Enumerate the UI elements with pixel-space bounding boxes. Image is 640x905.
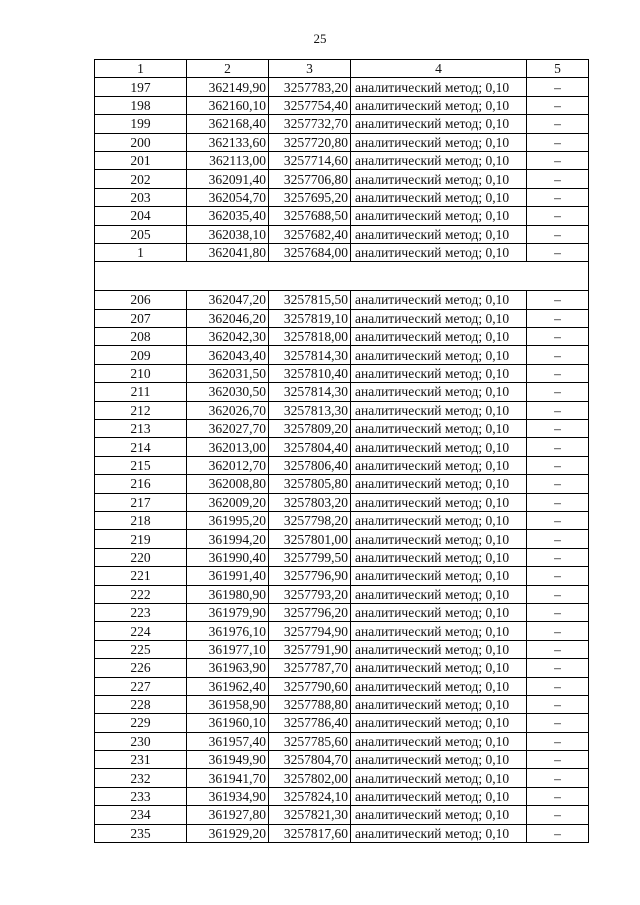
y-coordinate-cell: 3257793,20 — [269, 585, 351, 603]
y-coordinate-cell: 3257786,40 — [269, 714, 351, 732]
y-coordinate-cell: 3257785,60 — [269, 732, 351, 750]
point-number-cell: 219 — [95, 530, 187, 548]
x-coordinate-cell: 361979,90 — [187, 603, 269, 621]
note-cell: – — [527, 787, 589, 805]
note-cell: – — [527, 115, 589, 133]
note-cell: – — [527, 309, 589, 327]
note-cell: – — [527, 659, 589, 677]
method-cell: аналитический метод; 0,10 — [351, 78, 527, 96]
y-coordinate-cell: 3257802,00 — [269, 769, 351, 787]
point-number-cell: 200 — [95, 133, 187, 151]
y-coordinate-cell: 3257798,20 — [269, 511, 351, 529]
method-cell: аналитический метод; 0,10 — [351, 420, 527, 438]
x-coordinate-cell: 362046,20 — [187, 309, 269, 327]
x-coordinate-cell: 362043,40 — [187, 346, 269, 364]
y-coordinate-cell: 3257732,70 — [269, 115, 351, 133]
method-cell: аналитический метод; 0,10 — [351, 622, 527, 640]
note-cell: – — [527, 732, 589, 750]
table-row — [95, 438, 589, 456]
table-row — [95, 207, 589, 225]
note-cell: – — [527, 456, 589, 474]
x-coordinate-cell: 362012,70 — [187, 456, 269, 474]
y-coordinate-cell: 3257788,80 — [269, 695, 351, 713]
x-coordinate-cell: 361963,90 — [187, 659, 269, 677]
method-cell: аналитический метод; 0,10 — [351, 207, 527, 225]
table-row — [95, 420, 589, 438]
note-cell: – — [527, 401, 589, 419]
method-cell: аналитический метод; 0,10 — [351, 291, 527, 309]
column-header-2: 2 — [187, 60, 269, 78]
table-row — [95, 677, 589, 695]
method-cell: аналитический метод; 0,10 — [351, 243, 527, 261]
note-cell: – — [527, 291, 589, 309]
note-cell: – — [527, 603, 589, 621]
note-cell: – — [527, 622, 589, 640]
note-cell: – — [527, 188, 589, 206]
table-row — [95, 585, 589, 603]
method-cell: аналитический метод; 0,10 — [351, 640, 527, 658]
point-number-cell: 229 — [95, 714, 187, 732]
x-coordinate-cell: 362041,80 — [187, 243, 269, 261]
note-cell: – — [527, 695, 589, 713]
method-cell: аналитический метод; 0,10 — [351, 346, 527, 364]
point-number-cell: 234 — [95, 806, 187, 824]
point-number-cell: 224 — [95, 622, 187, 640]
table-row — [95, 603, 589, 621]
y-coordinate-cell: 3257794,90 — [269, 622, 351, 640]
point-number-cell: 1 — [95, 243, 187, 261]
x-coordinate-cell: 362026,70 — [187, 401, 269, 419]
y-coordinate-cell: 3257817,60 — [269, 824, 351, 842]
note-cell: – — [527, 567, 589, 585]
point-number-cell: 231 — [95, 751, 187, 769]
table-row — [95, 225, 589, 243]
note-cell: – — [527, 530, 589, 548]
y-coordinate-cell: 3257790,60 — [269, 677, 351, 695]
section-separator-row — [95, 262, 589, 291]
point-number-cell: 202 — [95, 170, 187, 188]
x-coordinate-cell: 361990,40 — [187, 548, 269, 566]
y-coordinate-cell: 3257783,20 — [269, 78, 351, 96]
point-number-cell: 220 — [95, 548, 187, 566]
table-row — [95, 806, 589, 824]
y-coordinate-cell: 3257810,40 — [269, 364, 351, 382]
point-number-cell: 209 — [95, 346, 187, 364]
note-cell: – — [527, 493, 589, 511]
column-header-3: 3 — [269, 60, 351, 78]
table-row — [95, 364, 589, 382]
x-coordinate-cell: 362054,70 — [187, 188, 269, 206]
y-coordinate-cell: 3257821,30 — [269, 806, 351, 824]
y-coordinate-cell: 3257682,40 — [269, 225, 351, 243]
table-row — [95, 622, 589, 640]
y-coordinate-cell: 3257688,50 — [269, 207, 351, 225]
y-coordinate-cell: 3257819,10 — [269, 309, 351, 327]
method-cell: аналитический метод; 0,10 — [351, 714, 527, 732]
method-cell: аналитический метод; 0,10 — [351, 383, 527, 401]
point-number-cell: 217 — [95, 493, 187, 511]
table-row — [95, 383, 589, 401]
method-cell: аналитический метод; 0,10 — [351, 511, 527, 529]
table-row — [95, 475, 589, 493]
y-coordinate-cell: 3257791,90 — [269, 640, 351, 658]
method-cell: аналитический метод; 0,10 — [351, 364, 527, 382]
point-number-cell: 235 — [95, 824, 187, 842]
table-row — [95, 115, 589, 133]
table-row — [95, 732, 589, 750]
method-cell: аналитический метод; 0,10 — [351, 188, 527, 206]
note-cell: – — [527, 420, 589, 438]
table-row — [95, 309, 589, 327]
point-number-cell: 221 — [95, 567, 187, 585]
point-number-cell: 225 — [95, 640, 187, 658]
table-row — [95, 567, 589, 585]
note-cell: – — [527, 438, 589, 456]
x-coordinate-cell: 361995,20 — [187, 511, 269, 529]
method-cell: аналитический метод; 0,10 — [351, 456, 527, 474]
y-coordinate-cell: 3257809,20 — [269, 420, 351, 438]
method-cell: аналитический метод; 0,10 — [351, 659, 527, 677]
point-number-cell: 227 — [95, 677, 187, 695]
note-cell: – — [527, 346, 589, 364]
column-header-5: 5 — [527, 60, 589, 78]
x-coordinate-cell: 361927,80 — [187, 806, 269, 824]
y-coordinate-cell: 3257813,30 — [269, 401, 351, 419]
x-coordinate-cell: 362027,70 — [187, 420, 269, 438]
method-cell: аналитический метод; 0,10 — [351, 824, 527, 842]
method-cell: аналитический метод; 0,10 — [351, 751, 527, 769]
x-coordinate-cell: 361949,90 — [187, 751, 269, 769]
page-number: 25 — [313, 31, 327, 46]
table-row — [95, 401, 589, 419]
x-coordinate-cell: 361994,20 — [187, 530, 269, 548]
table-header-row — [95, 60, 589, 78]
note-cell: – — [527, 243, 589, 261]
table-row — [95, 151, 589, 169]
x-coordinate-cell: 362113,00 — [187, 151, 269, 169]
point-number-cell: 198 — [95, 96, 187, 114]
method-cell: аналитический метод; 0,10 — [351, 585, 527, 603]
note-cell: – — [527, 207, 589, 225]
note-cell: – — [527, 677, 589, 695]
x-coordinate-cell: 361934,90 — [187, 787, 269, 805]
method-cell: аналитический метод; 0,10 — [351, 769, 527, 787]
table-row — [95, 243, 589, 261]
x-coordinate-cell: 361941,70 — [187, 769, 269, 787]
coordinates-table — [94, 59, 589, 843]
point-number-cell: 215 — [95, 456, 187, 474]
table-row — [95, 456, 589, 474]
point-number-cell: 205 — [95, 225, 187, 243]
table-row — [95, 78, 589, 96]
method-cell: аналитический метод; 0,10 — [351, 401, 527, 419]
table-row — [95, 548, 589, 566]
note-cell: – — [527, 806, 589, 824]
table-row — [95, 328, 589, 346]
method-cell: аналитический метод; 0,10 — [351, 603, 527, 621]
x-coordinate-cell: 362168,40 — [187, 115, 269, 133]
x-coordinate-cell: 361958,90 — [187, 695, 269, 713]
table-row — [95, 751, 589, 769]
y-coordinate-cell: 3257814,30 — [269, 383, 351, 401]
note-cell: – — [527, 364, 589, 382]
table-row — [95, 170, 589, 188]
x-coordinate-cell: 361976,10 — [187, 622, 269, 640]
y-coordinate-cell: 3257796,90 — [269, 567, 351, 585]
note-cell: – — [527, 714, 589, 732]
y-coordinate-cell: 3257714,60 — [269, 151, 351, 169]
table-row — [95, 96, 589, 114]
x-coordinate-cell: 362038,10 — [187, 225, 269, 243]
point-number-cell: 230 — [95, 732, 187, 750]
table-row — [95, 695, 589, 713]
y-coordinate-cell: 3257801,00 — [269, 530, 351, 548]
point-number-cell: 213 — [95, 420, 187, 438]
table-row — [95, 133, 589, 151]
x-coordinate-cell: 362008,80 — [187, 475, 269, 493]
table-row — [95, 824, 589, 842]
x-coordinate-cell: 362013,00 — [187, 438, 269, 456]
note-cell: – — [527, 96, 589, 114]
point-number-cell: 222 — [95, 585, 187, 603]
point-number-cell: 207 — [95, 309, 187, 327]
note-cell: – — [527, 151, 589, 169]
table-row — [95, 511, 589, 529]
point-number-cell: 203 — [95, 188, 187, 206]
y-coordinate-cell: 3257706,80 — [269, 170, 351, 188]
note-cell: – — [527, 78, 589, 96]
note-cell: – — [527, 824, 589, 842]
point-number-cell: 201 — [95, 151, 187, 169]
y-coordinate-cell: 3257814,30 — [269, 346, 351, 364]
method-cell: аналитический метод; 0,10 — [351, 787, 527, 805]
table-row — [95, 291, 589, 309]
method-cell: аналитический метод; 0,10 — [351, 225, 527, 243]
y-coordinate-cell: 3257695,20 — [269, 188, 351, 206]
point-number-cell: 206 — [95, 291, 187, 309]
point-number-cell: 208 — [95, 328, 187, 346]
note-cell: – — [527, 383, 589, 401]
point-number-cell: 218 — [95, 511, 187, 529]
table-row — [95, 188, 589, 206]
table-row — [95, 769, 589, 787]
method-cell: аналитический метод; 0,10 — [351, 732, 527, 750]
y-coordinate-cell: 3257805,80 — [269, 475, 351, 493]
note-cell: – — [527, 475, 589, 493]
y-coordinate-cell: 3257684,00 — [269, 243, 351, 261]
x-coordinate-cell: 361960,10 — [187, 714, 269, 732]
table-row — [95, 493, 589, 511]
y-coordinate-cell: 3257720,80 — [269, 133, 351, 151]
note-cell: – — [527, 511, 589, 529]
separator-cell — [95, 262, 589, 291]
x-coordinate-cell: 362035,40 — [187, 207, 269, 225]
method-cell: аналитический метод; 0,10 — [351, 328, 527, 346]
note-cell: – — [527, 769, 589, 787]
y-coordinate-cell: 3257796,20 — [269, 603, 351, 621]
x-coordinate-cell: 362091,40 — [187, 170, 269, 188]
point-number-cell: 223 — [95, 603, 187, 621]
y-coordinate-cell: 3257818,00 — [269, 328, 351, 346]
y-coordinate-cell: 3257754,40 — [269, 96, 351, 114]
method-cell: аналитический метод; 0,10 — [351, 309, 527, 327]
point-number-cell: 197 — [95, 78, 187, 96]
x-coordinate-cell: 362160,10 — [187, 96, 269, 114]
method-cell: аналитический метод; 0,10 — [351, 677, 527, 695]
note-cell: – — [527, 548, 589, 566]
point-number-cell: 232 — [95, 769, 187, 787]
method-cell: аналитический метод; 0,10 — [351, 170, 527, 188]
y-coordinate-cell: 3257804,40 — [269, 438, 351, 456]
table-row — [95, 659, 589, 677]
method-cell: аналитический метод; 0,10 — [351, 695, 527, 713]
coordinates-table-body — [95, 60, 589, 843]
method-cell: аналитический метод; 0,10 — [351, 96, 527, 114]
y-coordinate-cell: 3257799,50 — [269, 548, 351, 566]
x-coordinate-cell: 362149,90 — [187, 78, 269, 96]
x-coordinate-cell: 362031,50 — [187, 364, 269, 382]
table-row — [95, 714, 589, 732]
x-coordinate-cell: 361977,10 — [187, 640, 269, 658]
note-cell: – — [527, 585, 589, 603]
point-number-cell: 212 — [95, 401, 187, 419]
x-coordinate-cell: 361929,20 — [187, 824, 269, 842]
method-cell: аналитический метод; 0,10 — [351, 806, 527, 824]
point-number-cell: 216 — [95, 475, 187, 493]
x-coordinate-cell: 361962,40 — [187, 677, 269, 695]
y-coordinate-cell: 3257804,70 — [269, 751, 351, 769]
y-coordinate-cell: 3257803,20 — [269, 493, 351, 511]
note-cell: – — [527, 751, 589, 769]
point-number-cell: 211 — [95, 383, 187, 401]
point-number-cell: 226 — [95, 659, 187, 677]
y-coordinate-cell: 3257806,40 — [269, 456, 351, 474]
point-number-cell: 210 — [95, 364, 187, 382]
note-cell: – — [527, 170, 589, 188]
method-cell: аналитический метод; 0,10 — [351, 438, 527, 456]
x-coordinate-cell: 361957,40 — [187, 732, 269, 750]
note-cell: – — [527, 225, 589, 243]
method-cell: аналитический метод; 0,10 — [351, 475, 527, 493]
table-row — [95, 787, 589, 805]
point-number-cell: 214 — [95, 438, 187, 456]
method-cell: аналитический метод; 0,10 — [351, 115, 527, 133]
point-number-cell: 204 — [95, 207, 187, 225]
note-cell: – — [527, 133, 589, 151]
method-cell: аналитический метод; 0,10 — [351, 151, 527, 169]
method-cell: аналитический метод; 0,10 — [351, 548, 527, 566]
method-cell: аналитический метод; 0,10 — [351, 530, 527, 548]
y-coordinate-cell: 3257787,70 — [269, 659, 351, 677]
x-coordinate-cell: 362133,60 — [187, 133, 269, 151]
x-coordinate-cell: 361980,90 — [187, 585, 269, 603]
table-row — [95, 346, 589, 364]
table-row — [95, 530, 589, 548]
x-coordinate-cell: 362047,20 — [187, 291, 269, 309]
note-cell: – — [527, 328, 589, 346]
x-coordinate-cell: 362009,20 — [187, 493, 269, 511]
x-coordinate-cell: 362030,50 — [187, 383, 269, 401]
point-number-cell: 228 — [95, 695, 187, 713]
y-coordinate-cell: 3257824,10 — [269, 787, 351, 805]
point-number-cell: 233 — [95, 787, 187, 805]
column-header-1: 1 — [95, 60, 187, 78]
method-cell: аналитический метод; 0,10 — [351, 567, 527, 585]
note-cell: – — [527, 640, 589, 658]
x-coordinate-cell: 361991,40 — [187, 567, 269, 585]
x-coordinate-cell: 362042,30 — [187, 328, 269, 346]
table-row — [95, 640, 589, 658]
method-cell: аналитический метод; 0,10 — [351, 493, 527, 511]
method-cell: аналитический метод; 0,10 — [351, 133, 527, 151]
column-header-4: 4 — [351, 60, 527, 78]
point-number-cell: 199 — [95, 115, 187, 133]
y-coordinate-cell: 3257815,50 — [269, 291, 351, 309]
